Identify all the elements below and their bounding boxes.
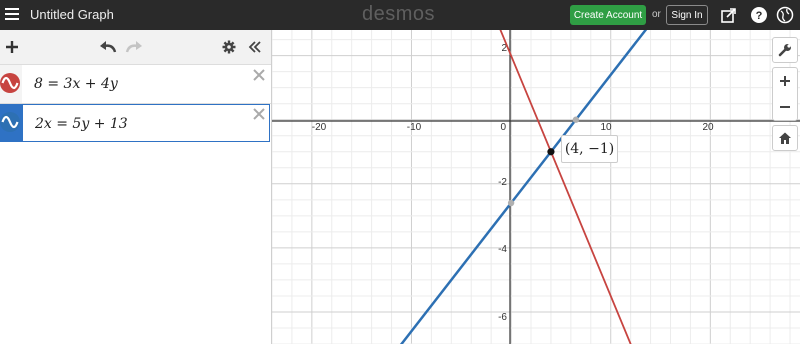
default-viewport-button[interactable] xyxy=(772,125,798,151)
expression-math-1: 8 = 3x + 4y xyxy=(34,76,118,92)
sine-wave-icon[interactable] xyxy=(0,65,22,103)
expression-panel xyxy=(0,30,272,344)
undo-icon[interactable] xyxy=(99,40,117,54)
menu-icon[interactable] xyxy=(5,8,19,20)
sign-in-button[interactable]: Sign In xyxy=(666,5,708,25)
y-tick-label: -6 xyxy=(498,312,507,323)
settings-gear-icon[interactable] xyxy=(222,40,236,54)
share-icon[interactable] xyxy=(720,6,738,24)
collapse-panel-icon[interactable] xyxy=(248,40,262,54)
x-tick-label: 10 xyxy=(600,122,612,133)
x-tick-label: -20 xyxy=(311,122,327,133)
expression-row-2[interactable] xyxy=(0,104,271,142)
intercept-point[interactable] xyxy=(508,200,514,206)
graph-title[interactable]: Untitled Graph xyxy=(30,7,114,22)
globe-icon[interactable] xyxy=(776,6,794,24)
zoom-controls xyxy=(772,67,798,121)
add-expression-icon[interactable] xyxy=(5,40,19,54)
expression-toolbar xyxy=(0,30,271,65)
intersection-point-label[interactable]: (4, −1) xyxy=(561,135,618,163)
grid-lines xyxy=(272,30,800,344)
expression-input-1[interactable] xyxy=(22,65,270,103)
expression-input-2[interactable] xyxy=(22,104,270,142)
zoom-out-icon[interactable] xyxy=(779,101,791,113)
intersection-point[interactable] xyxy=(547,148,554,155)
x-tick-label: 20 xyxy=(702,122,714,133)
home-icon xyxy=(778,131,792,145)
top-bar xyxy=(0,0,800,30)
wrench-icon xyxy=(778,43,792,57)
y-tick-label: -2 xyxy=(498,177,507,188)
x-tick-label: -10 xyxy=(406,122,422,133)
sine-wave-icon[interactable] xyxy=(0,104,22,142)
svg-text:?: ? xyxy=(755,10,763,22)
y-tick-label: -4 xyxy=(498,244,507,255)
desmos-logo: desmos xyxy=(362,3,436,25)
expression-math-2: 2x = 5y + 13 xyxy=(35,116,128,132)
expression-tab-1[interactable] xyxy=(0,65,22,103)
delete-expression-icon[interactable] xyxy=(252,68,266,82)
or-label: or xyxy=(652,9,661,20)
delete-expression-icon[interactable] xyxy=(252,107,266,121)
expression-row-1[interactable] xyxy=(0,65,271,104)
help-icon[interactable] xyxy=(750,6,768,24)
create-account-button[interactable]: Create Account xyxy=(570,5,646,25)
redo-icon[interactable] xyxy=(125,40,143,54)
intercept-point[interactable] xyxy=(573,117,579,123)
y-tick-label: 2 xyxy=(501,43,507,54)
x-tick-label: 0 xyxy=(500,122,506,133)
graph-settings-button[interactable] xyxy=(772,37,798,63)
graph-canvas[interactable] xyxy=(272,30,800,344)
zoom-in-icon[interactable] xyxy=(779,75,791,87)
expression-tab-2[interactable] xyxy=(0,104,22,142)
